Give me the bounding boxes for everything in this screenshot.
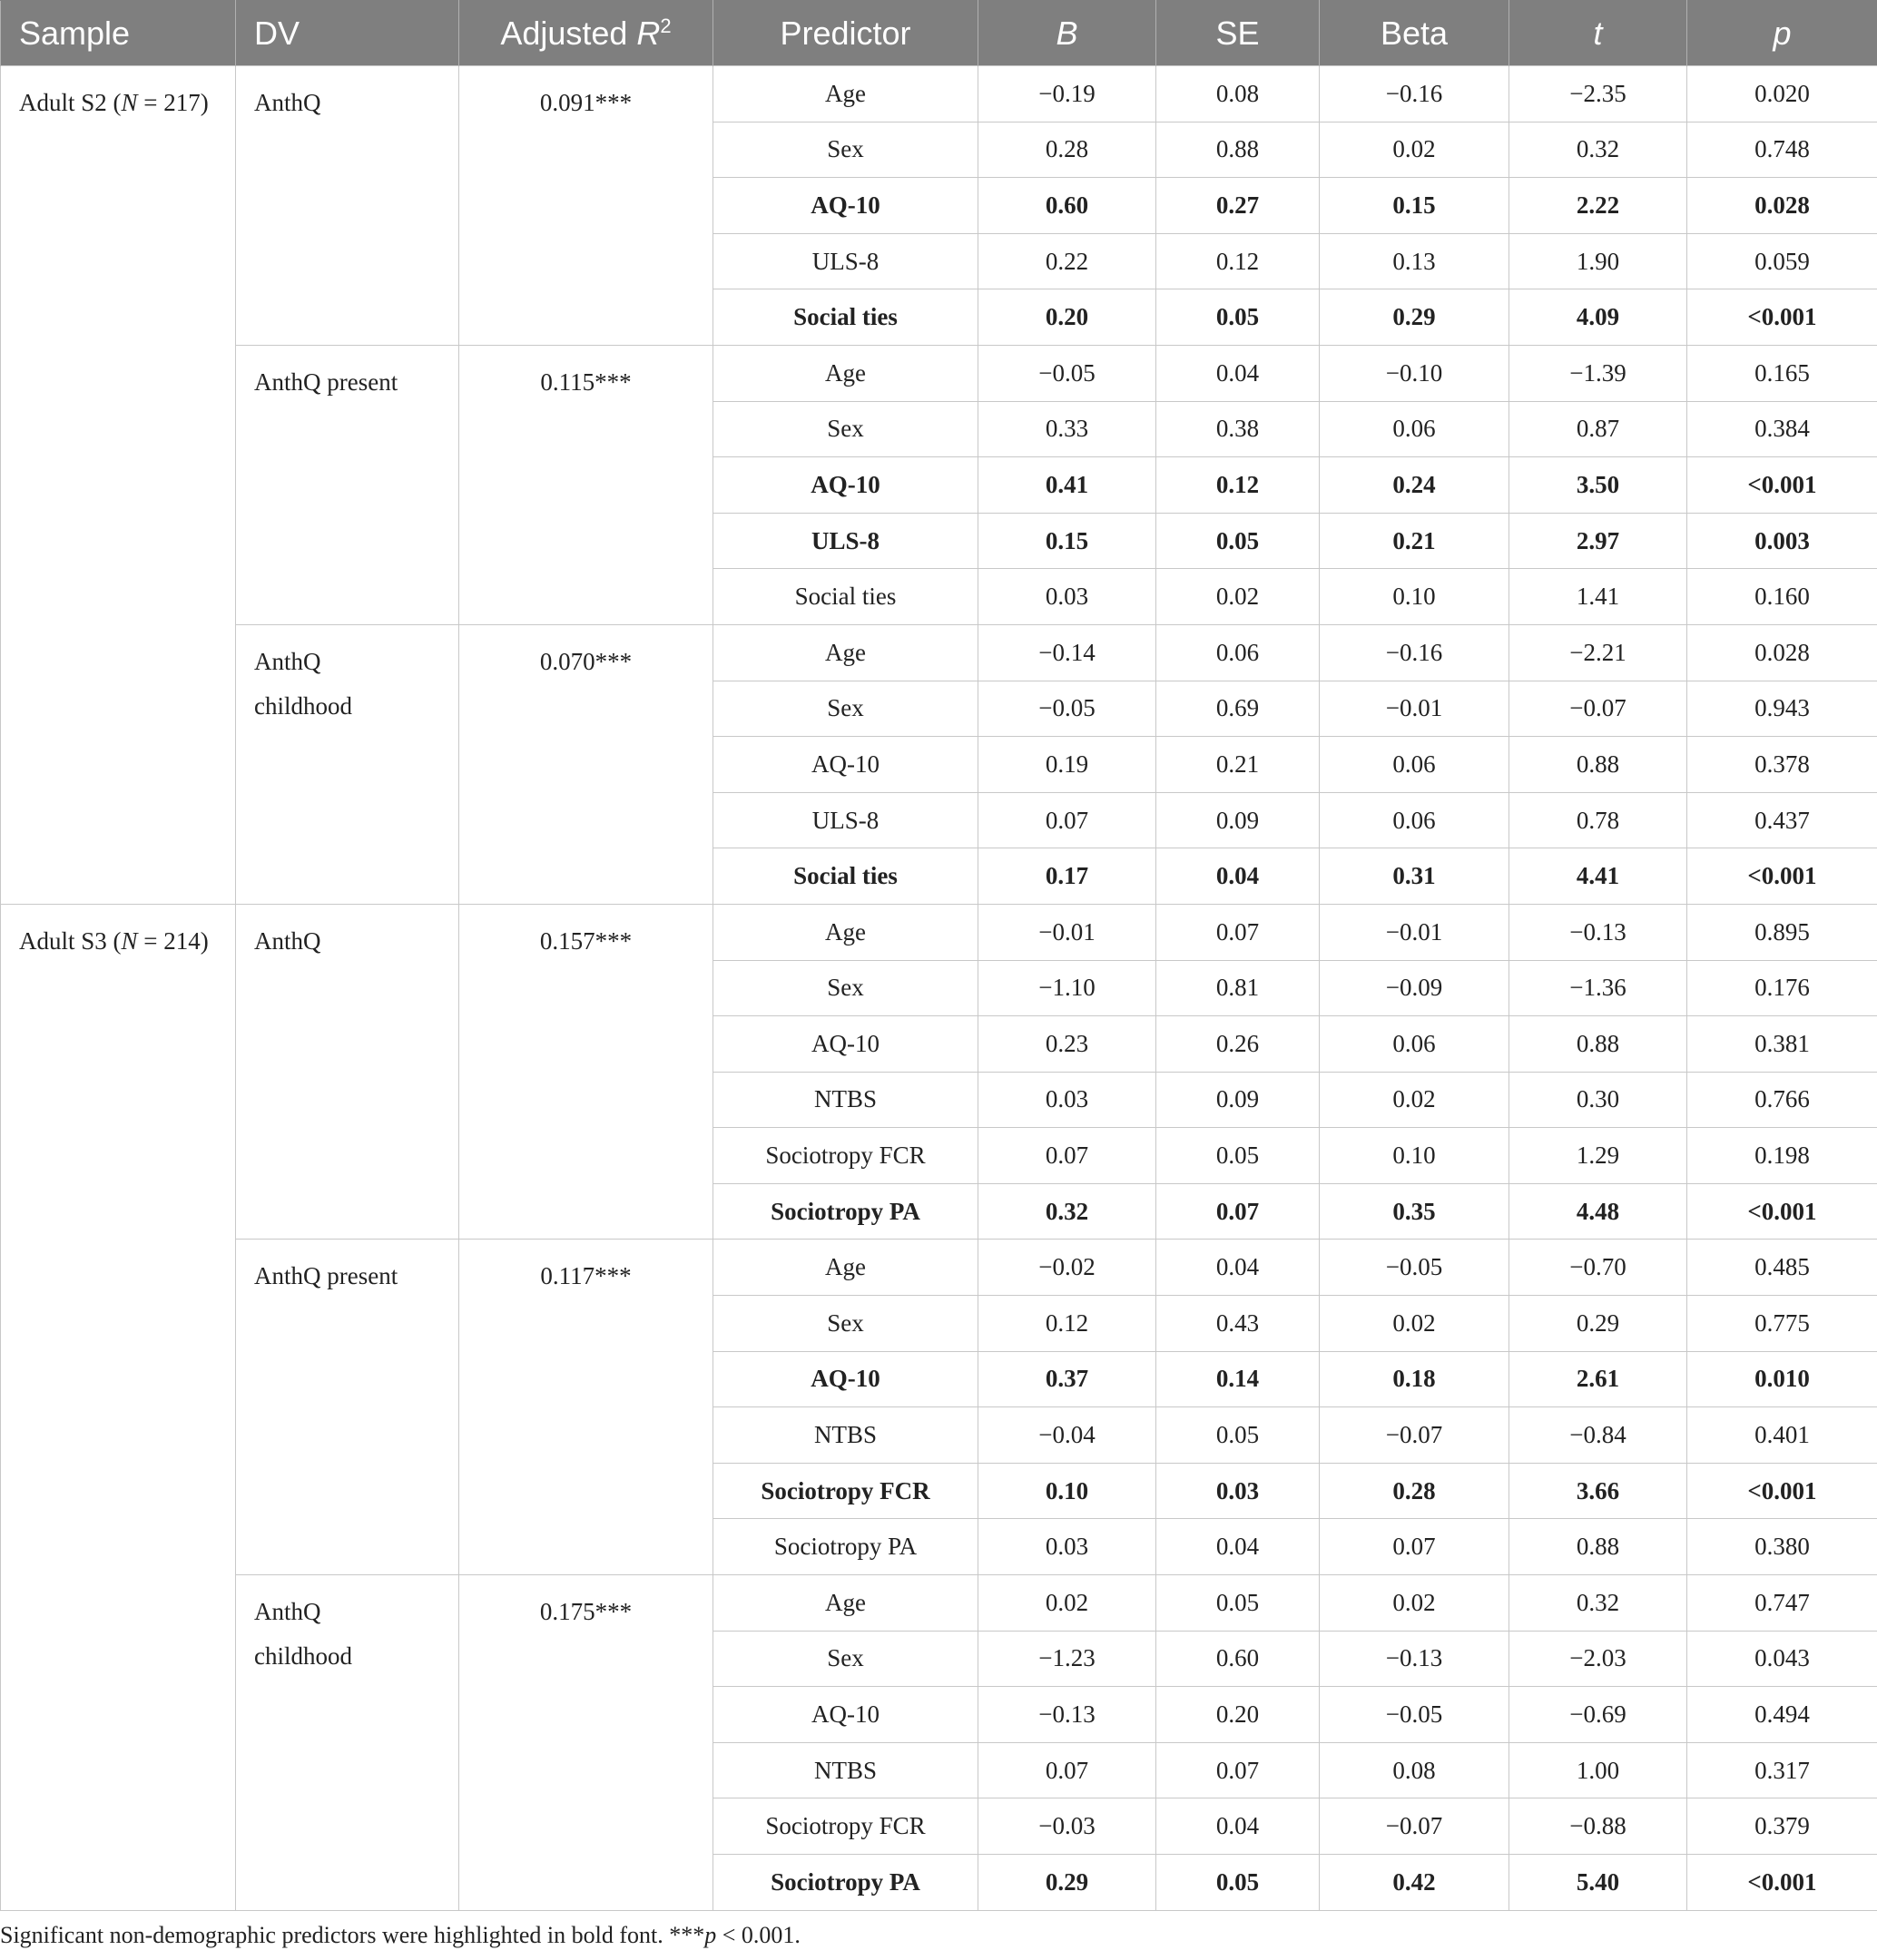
se-value-cell: 0.26 xyxy=(1156,1016,1320,1073)
t-value-cell: 5.40 xyxy=(1509,1855,1687,1911)
b-value-cell: 0.12 xyxy=(978,1296,1156,1352)
b-value-cell: 0.07 xyxy=(978,1128,1156,1184)
header-adjusted-r2 xyxy=(459,1,713,66)
p-value-cell: 0.485 xyxy=(1687,1240,1877,1296)
predictor-cell: Sociotropy FCR xyxy=(713,1798,978,1855)
beta-value-cell: 0.10 xyxy=(1320,1128,1509,1184)
b-value-cell: −0.19 xyxy=(978,66,1156,122)
b-value-cell: 0.28 xyxy=(978,122,1156,178)
header-row xyxy=(1,1,1877,66)
adjusted-r2-cell: 0.070*** xyxy=(459,624,713,904)
predictor-cell: Sociotropy FCR xyxy=(713,1128,978,1184)
predictor-cell: ULS-8 xyxy=(713,513,978,569)
adjusted-r2-cell: 0.117*** xyxy=(459,1240,713,1575)
t-value-cell: −2.35 xyxy=(1509,66,1687,122)
beta-value-cell: 0.06 xyxy=(1320,401,1509,457)
se-value-cell: 0.05 xyxy=(1156,1128,1320,1184)
beta-value-cell: 0.15 xyxy=(1320,178,1509,234)
b-value-cell: −1.23 xyxy=(978,1631,1156,1687)
dv-cell xyxy=(236,1575,459,1911)
se-value-cell: 0.88 xyxy=(1156,122,1320,178)
p-value-cell: 0.748 xyxy=(1687,122,1877,178)
beta-value-cell: −0.09 xyxy=(1320,960,1509,1016)
p-value-cell: <0.001 xyxy=(1687,457,1877,514)
dv-cell xyxy=(236,1240,459,1575)
t-value-cell: −0.13 xyxy=(1509,904,1687,960)
p-value-cell: <0.001 xyxy=(1687,848,1877,905)
predictor-cell: AQ-10 xyxy=(713,1687,978,1743)
beta-value-cell: −0.07 xyxy=(1320,1798,1509,1855)
dv-label: AnthQ present xyxy=(254,368,398,396)
b-value-cell: 0.23 xyxy=(978,1016,1156,1073)
p-value-cell: 0.160 xyxy=(1687,569,1877,625)
se-value-cell: 0.81 xyxy=(1156,960,1320,1016)
b-value-cell: −0.02 xyxy=(978,1240,1156,1296)
se-value-cell: 0.05 xyxy=(1156,289,1320,346)
beta-value-cell: 0.08 xyxy=(1320,1742,1509,1798)
dv-label: AnthQ present xyxy=(254,1262,398,1290)
se-value-cell: 0.04 xyxy=(1156,345,1320,401)
header-adjusted-r2-sup: 2 xyxy=(660,14,672,37)
sample-n-value: = 217) xyxy=(137,89,209,116)
predictor-cell: Sex xyxy=(713,681,978,737)
adjusted-r2-cell: 0.091*** xyxy=(459,66,713,346)
p-value-cell: 0.165 xyxy=(1687,345,1877,401)
se-value-cell: 0.05 xyxy=(1156,1407,1320,1464)
predictor-cell: Sociotropy PA xyxy=(713,1519,978,1575)
dv-label: AnthQ xyxy=(254,1598,321,1626)
b-value-cell: 0.15 xyxy=(978,513,1156,569)
se-value-cell: 0.38 xyxy=(1156,401,1320,457)
t-value-cell: 4.48 xyxy=(1509,1183,1687,1240)
t-value-cell: 0.32 xyxy=(1509,1575,1687,1632)
b-value-cell: 0.10 xyxy=(978,1463,1156,1519)
se-value-cell: 0.09 xyxy=(1156,1072,1320,1128)
t-value-cell: 0.88 xyxy=(1509,1016,1687,1073)
se-value-cell: 0.04 xyxy=(1156,1798,1320,1855)
beta-value-cell: 0.13 xyxy=(1320,233,1509,289)
se-value-cell: 0.07 xyxy=(1156,1183,1320,1240)
b-value-cell: 0.41 xyxy=(978,457,1156,514)
p-value-cell: 0.020 xyxy=(1687,66,1877,122)
se-value-cell: 0.43 xyxy=(1156,1296,1320,1352)
predictor-cell: Sex xyxy=(713,122,978,178)
beta-value-cell: 0.06 xyxy=(1320,737,1509,793)
table-header xyxy=(1,1,1877,66)
b-value-cell: 0.02 xyxy=(978,1575,1156,1632)
p-value-cell: 0.437 xyxy=(1687,792,1877,848)
header-b xyxy=(978,1,1156,66)
b-value-cell: 0.22 xyxy=(978,233,1156,289)
dv-label: AnthQ xyxy=(254,926,321,955)
p-value-cell: 0.381 xyxy=(1687,1016,1877,1073)
beta-value-cell: 0.06 xyxy=(1320,792,1509,848)
t-value-cell: −1.36 xyxy=(1509,960,1687,1016)
t-value-cell: −0.84 xyxy=(1509,1407,1687,1464)
predictor-cell: AQ-10 xyxy=(713,178,978,234)
dv-label: childhood xyxy=(254,1642,352,1671)
b-value-cell: 0.20 xyxy=(978,289,1156,346)
b-value-cell: −0.05 xyxy=(978,681,1156,737)
p-value-cell: 0.380 xyxy=(1687,1519,1877,1575)
header-t xyxy=(1509,1,1687,66)
predictor-cell: NTBS xyxy=(713,1072,978,1128)
adjusted-r2-cell: 0.115*** xyxy=(459,345,713,624)
t-value-cell: −0.88 xyxy=(1509,1798,1687,1855)
predictor-cell: NTBS xyxy=(713,1407,978,1464)
p-value-cell: 0.317 xyxy=(1687,1742,1877,1798)
predictor-cell: Sociotropy PA xyxy=(713,1855,978,1911)
t-value-cell: 3.50 xyxy=(1509,457,1687,514)
footnote-p-rest: < 0.001. xyxy=(716,1922,801,1948)
table-row xyxy=(1,66,1877,122)
predictor-cell: AQ-10 xyxy=(713,737,978,793)
b-value-cell: −0.13 xyxy=(978,1687,1156,1743)
t-value-cell: 0.29 xyxy=(1509,1296,1687,1352)
t-value-cell: 2.22 xyxy=(1509,178,1687,234)
b-value-cell: 0.29 xyxy=(978,1855,1156,1911)
p-value-cell: <0.001 xyxy=(1687,289,1877,346)
t-value-cell: −0.70 xyxy=(1509,1240,1687,1296)
b-value-cell: 0.03 xyxy=(978,1072,1156,1128)
adjusted-r2-cell: 0.157*** xyxy=(459,904,713,1240)
predictor-cell: Social ties xyxy=(713,848,978,905)
p-value-cell: 0.028 xyxy=(1687,178,1877,234)
predictor-cell: ULS-8 xyxy=(713,233,978,289)
beta-value-cell: 0.10 xyxy=(1320,569,1509,625)
b-value-cell: 0.07 xyxy=(978,792,1156,848)
p-value-cell: 0.895 xyxy=(1687,904,1877,960)
beta-value-cell: 0.06 xyxy=(1320,1016,1509,1073)
se-value-cell: 0.20 xyxy=(1156,1687,1320,1743)
header-adjusted-r2-var: R xyxy=(636,14,661,52)
beta-value-cell: 0.02 xyxy=(1320,122,1509,178)
dv-label: childhood xyxy=(254,691,352,720)
p-value-cell: 0.379 xyxy=(1687,1798,1877,1855)
beta-value-cell: 0.02 xyxy=(1320,1575,1509,1632)
beta-value-cell: −0.05 xyxy=(1320,1240,1509,1296)
b-value-cell: 0.03 xyxy=(978,569,1156,625)
p-value-cell: 0.198 xyxy=(1687,1128,1877,1184)
p-value-cell: 0.043 xyxy=(1687,1631,1877,1687)
beta-value-cell: −0.07 xyxy=(1320,1407,1509,1464)
beta-value-cell: 0.35 xyxy=(1320,1183,1509,1240)
header-sample: Sample xyxy=(1,1,236,66)
header-adjusted-r2-prefix: Adjusted xyxy=(500,14,637,52)
predictor-cell: NTBS xyxy=(713,1742,978,1798)
se-value-cell: 0.12 xyxy=(1156,233,1320,289)
se-value-cell: 0.02 xyxy=(1156,569,1320,625)
predictor-cell: Sociotropy FCR xyxy=(713,1463,978,1519)
b-value-cell: −0.01 xyxy=(978,904,1156,960)
b-value-cell: 0.32 xyxy=(978,1183,1156,1240)
t-value-cell: 1.00 xyxy=(1509,1742,1687,1798)
beta-value-cell: −0.01 xyxy=(1320,681,1509,737)
b-value-cell: −1.10 xyxy=(978,960,1156,1016)
header-dv: DV xyxy=(236,1,459,66)
predictor-cell: Sex xyxy=(713,960,978,1016)
se-value-cell: 0.04 xyxy=(1156,848,1320,905)
se-value-cell: 0.05 xyxy=(1156,1855,1320,1911)
p-value-cell: 0.028 xyxy=(1687,624,1877,681)
predictor-cell: Age xyxy=(713,1240,978,1296)
t-value-cell: 4.41 xyxy=(1509,848,1687,905)
t-value-cell: 0.32 xyxy=(1509,122,1687,178)
t-value-cell: −2.03 xyxy=(1509,1631,1687,1687)
b-value-cell: 0.17 xyxy=(978,848,1156,905)
predictor-cell: Age xyxy=(713,1575,978,1632)
se-value-cell: 0.05 xyxy=(1156,1575,1320,1632)
se-value-cell: 0.04 xyxy=(1156,1240,1320,1296)
se-value-cell: 0.04 xyxy=(1156,1519,1320,1575)
p-value-cell: <0.001 xyxy=(1687,1463,1877,1519)
table-row xyxy=(1,1240,1877,1296)
t-value-cell: 2.61 xyxy=(1509,1351,1687,1407)
sample-n-var: N xyxy=(121,89,138,116)
header-p xyxy=(1687,1,1877,66)
p-value-cell: <0.001 xyxy=(1687,1855,1877,1911)
predictor-cell: Sociotropy PA xyxy=(713,1183,978,1240)
t-value-cell: 0.88 xyxy=(1509,1519,1687,1575)
p-value-cell: 0.010 xyxy=(1687,1351,1877,1407)
predictor-cell: Sex xyxy=(713,1296,978,1352)
predictor-cell: Age xyxy=(713,624,978,681)
b-value-cell: 0.60 xyxy=(978,178,1156,234)
b-value-cell: −0.03 xyxy=(978,1798,1156,1855)
predictor-cell: AQ-10 xyxy=(713,1016,978,1073)
p-value-cell: 0.775 xyxy=(1687,1296,1877,1352)
p-value-cell: 0.378 xyxy=(1687,737,1877,793)
t-value-cell: 0.87 xyxy=(1509,401,1687,457)
p-value-cell: 0.059 xyxy=(1687,233,1877,289)
sample-cell xyxy=(1,904,236,1910)
t-value-cell: 0.30 xyxy=(1509,1072,1687,1128)
predictor-cell: ULS-8 xyxy=(713,792,978,848)
b-value-cell: 0.03 xyxy=(978,1519,1156,1575)
header-b-label: B xyxy=(1056,14,1078,52)
beta-value-cell: 0.02 xyxy=(1320,1072,1509,1128)
p-value-cell: <0.001 xyxy=(1687,1183,1877,1240)
dv-label: AnthQ xyxy=(254,647,321,675)
predictor-cell: Age xyxy=(713,66,978,122)
p-value-cell: 0.401 xyxy=(1687,1407,1877,1464)
beta-value-cell: 0.02 xyxy=(1320,1296,1509,1352)
t-value-cell: 1.29 xyxy=(1509,1128,1687,1184)
t-value-cell: 1.41 xyxy=(1509,569,1687,625)
b-value-cell: 0.37 xyxy=(978,1351,1156,1407)
b-value-cell: −0.04 xyxy=(978,1407,1156,1464)
t-value-cell: 2.97 xyxy=(1509,513,1687,569)
p-value-cell: 0.003 xyxy=(1687,513,1877,569)
predictor-cell: Sex xyxy=(713,1631,978,1687)
beta-value-cell: 0.29 xyxy=(1320,289,1509,346)
beta-value-cell: 0.21 xyxy=(1320,513,1509,569)
beta-value-cell: −0.01 xyxy=(1320,904,1509,960)
sample-label: Adult S2 ( xyxy=(19,89,122,116)
footnote-p-var: p xyxy=(704,1922,717,1948)
sample-n-var: N xyxy=(121,926,138,955)
p-value-cell: 0.384 xyxy=(1687,401,1877,457)
table-row xyxy=(1,345,1877,401)
b-value-cell: 0.07 xyxy=(978,1742,1156,1798)
dv-cell xyxy=(236,345,459,624)
p-value-cell: 0.943 xyxy=(1687,681,1877,737)
adjusted-r2-cell: 0.175*** xyxy=(459,1575,713,1911)
predictor-cell: AQ-10 xyxy=(713,1351,978,1407)
se-value-cell: 0.08 xyxy=(1156,66,1320,122)
table-body xyxy=(1,66,1877,1911)
b-value-cell: −0.14 xyxy=(978,624,1156,681)
t-value-cell: 3.66 xyxy=(1509,1463,1687,1519)
se-value-cell: 0.21 xyxy=(1156,737,1320,793)
se-value-cell: 0.03 xyxy=(1156,1463,1320,1519)
b-value-cell: −0.05 xyxy=(978,345,1156,401)
se-value-cell: 0.12 xyxy=(1156,457,1320,514)
se-value-cell: 0.60 xyxy=(1156,1631,1320,1687)
p-value-cell: 0.494 xyxy=(1687,1687,1877,1743)
table-footnote xyxy=(0,1922,801,1949)
p-value-cell: 0.766 xyxy=(1687,1072,1877,1128)
header-predictor: Predictor xyxy=(713,1,978,66)
beta-value-cell: 0.07 xyxy=(1320,1519,1509,1575)
b-value-cell: 0.33 xyxy=(978,401,1156,457)
t-value-cell: −0.69 xyxy=(1509,1687,1687,1743)
beta-value-cell: 0.28 xyxy=(1320,1463,1509,1519)
beta-value-cell: 0.42 xyxy=(1320,1855,1509,1911)
predictor-cell: Sex xyxy=(713,401,978,457)
t-value-cell: −2.21 xyxy=(1509,624,1687,681)
header-p-label: p xyxy=(1773,14,1792,52)
t-value-cell: 1.90 xyxy=(1509,233,1687,289)
se-value-cell: 0.06 xyxy=(1156,624,1320,681)
footnote-text: Significant non-demographic predictors were highlighted in bold font. *** xyxy=(0,1922,705,1948)
predictor-cell: Age xyxy=(713,345,978,401)
se-value-cell: 0.14 xyxy=(1156,1351,1320,1407)
sample-n-value: = 214) xyxy=(137,926,209,955)
p-value-cell: 0.176 xyxy=(1687,960,1877,1016)
table-row xyxy=(1,624,1877,681)
se-value-cell: 0.27 xyxy=(1156,178,1320,234)
predictor-cell: AQ-10 xyxy=(713,457,978,514)
sample-label: Adult S3 ( xyxy=(19,926,122,955)
beta-value-cell: −0.10 xyxy=(1320,345,1509,401)
table-row xyxy=(1,904,1877,960)
sample-cell xyxy=(1,66,236,905)
se-value-cell: 0.07 xyxy=(1156,1742,1320,1798)
dv-cell xyxy=(236,904,459,1240)
se-value-cell: 0.69 xyxy=(1156,681,1320,737)
dv-cell xyxy=(236,66,459,346)
dv-cell xyxy=(236,624,459,904)
t-value-cell: 4.09 xyxy=(1509,289,1687,346)
table-row xyxy=(1,1575,1877,1632)
predictor-cell: Social ties xyxy=(713,289,978,346)
beta-value-cell: 0.18 xyxy=(1320,1351,1509,1407)
predictor-cell: Social ties xyxy=(713,569,978,625)
header-t-label: t xyxy=(1593,14,1603,52)
p-value-cell: 0.747 xyxy=(1687,1575,1877,1632)
se-value-cell: 0.07 xyxy=(1156,904,1320,960)
b-value-cell: 0.19 xyxy=(978,737,1156,793)
se-value-cell: 0.05 xyxy=(1156,513,1320,569)
beta-value-cell: 0.24 xyxy=(1320,457,1509,514)
header-beta: Beta xyxy=(1320,1,1509,66)
t-value-cell: 0.88 xyxy=(1509,737,1687,793)
t-value-cell: −1.39 xyxy=(1509,345,1687,401)
header-se: SE xyxy=(1156,1,1320,66)
beta-value-cell: 0.31 xyxy=(1320,848,1509,905)
predictor-cell: Age xyxy=(713,904,978,960)
beta-value-cell: −0.16 xyxy=(1320,624,1509,681)
se-value-cell: 0.09 xyxy=(1156,792,1320,848)
beta-value-cell: −0.16 xyxy=(1320,66,1509,122)
beta-value-cell: −0.05 xyxy=(1320,1687,1509,1743)
beta-value-cell: −0.13 xyxy=(1320,1631,1509,1687)
t-value-cell: −0.07 xyxy=(1509,681,1687,737)
t-value-cell: 0.78 xyxy=(1509,792,1687,848)
dv-label: AnthQ xyxy=(254,89,321,116)
